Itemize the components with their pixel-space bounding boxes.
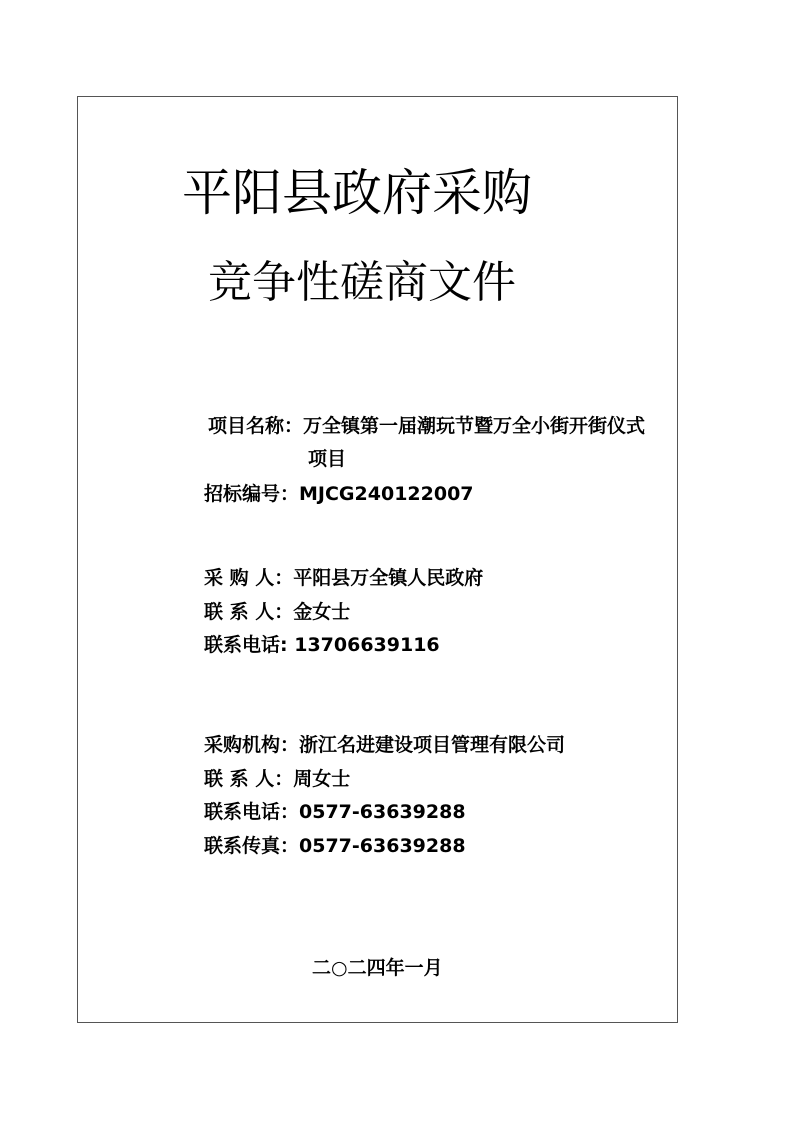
bid-number-label: 招标编号： — [204, 483, 300, 505]
document-title-line1: 平阳县政府采购 — [182, 164, 532, 222]
purchaser-phone-label: 联系电话: — [204, 634, 288, 656]
bid-number-row — [204, 478, 474, 511]
project-name-label: 项目名称： — [208, 415, 304, 437]
agency-contact-value: 周女士 — [293, 768, 351, 790]
project-name-row — [208, 410, 645, 443]
agency-fax-value: 0577-63639288 — [299, 835, 466, 857]
document-date: 二○二四年一月 — [312, 957, 443, 979]
agency-phone-value: 0577-63639288 — [299, 801, 466, 823]
project-name-value: 万全镇第一届潮玩节暨万全小街开街仪式 — [303, 415, 646, 437]
project-name-row-cont — [308, 443, 346, 476]
agency-row — [204, 729, 565, 762]
agency-contact-label: 联 系 人： — [204, 768, 294, 790]
agency-contact-row — [204, 763, 350, 796]
agency-phone-row — [204, 796, 466, 829]
purchaser-contact-value: 金女士 — [293, 601, 351, 623]
document-title-line2: 竞争性磋商文件 — [208, 257, 516, 308]
page-border — [77, 96, 678, 1023]
purchaser-contact-row — [204, 596, 350, 629]
agency-phone-label: 联系电话： — [204, 801, 300, 823]
agency-value: 浙江名进建设项目管理有限公司 — [299, 734, 566, 756]
purchaser-phone-value: 13706639116 — [287, 634, 440, 656]
purchaser-row — [204, 562, 483, 595]
bid-number-value: MJCG240122007 — [299, 483, 474, 505]
purchaser-label: 采 购 人： — [204, 567, 294, 589]
project-name-value-cont: 项目 — [308, 448, 347, 470]
purchaser-phone-row — [204, 629, 440, 662]
purchaser-value: 平阳县万全镇人民政府 — [293, 567, 484, 589]
agency-fax-row — [204, 830, 466, 863]
agency-label: 采购机构： — [204, 734, 300, 756]
agency-fax-label: 联系传真： — [204, 835, 300, 857]
purchaser-contact-label: 联 系 人： — [204, 601, 294, 623]
